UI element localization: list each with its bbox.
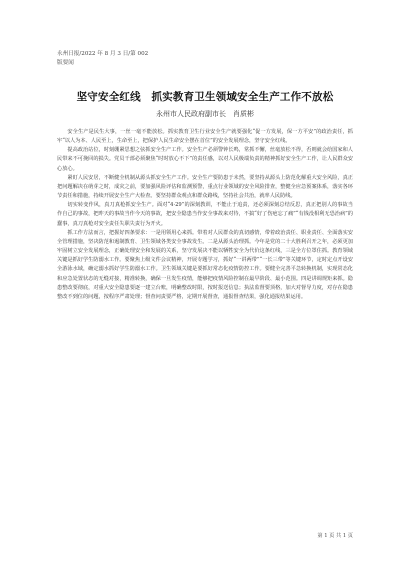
article-body <box>57 128 353 302</box>
page-number: 第 1 页 共 1 页 <box>317 533 353 539</box>
article-title: 坚守安全红线 抓实教育卫生领域安全生产工作不放松 <box>76 91 334 103</box>
paragraph-4: 切实转变作风，真刀真枪抓安全生产。面对“4·29”的深刻教训，不能止于追责，还必须深刻总结反思，真正把别人的事故当作自己的事故，把昨天的事故当作今天的事故，把安全隐患当作安全事故来对待，不搞“好了伤疤忘了痛”“有钱没相利无恐治病”的蠢事，真刀真枪对安全责任失职失责行为开火。 <box>57 202 353 227</box>
paragraph-2: 提高政治站位，时刻绷紧思想之弦抓安全生产工作。安全生产必须警钟长鸣，常抓不懈，丝毫放松不得，否则就会给国家和人民带来不可挽回的损失。党员干部必须聚焦“时时放心不下”的责任感，以对人民极端负责的精神抓好安全生产工作，让人民群众安心放心。 <box>57 147 353 172</box>
source-line: 永州日报/2022 年 8 月 3 日/第 002 <box>57 51 149 57</box>
paragraph-3: 紧盯人民安居，不断健全机制从源头抓安全生产工作。安全生产要防患于未然，要坚持从源头上防范化解重大安全风险，真正把问题解决在萌芽之时，成灾之前，要加强风险评估和监测预警，重点行业领域的安全风险排查，整健全应急预案体系，落实各环节责任和措施，持续开展安全生产大检查。要坚持群众观点和群众路线，坚持社会共治，就率人民防线。 <box>57 174 353 200</box>
document-meta <box>57 50 148 68</box>
article-byline: 永州市人民政府副市长 肖质彬 <box>156 110 254 118</box>
paragraph-5: 抓工作方法而言，把握好四条要求：一是用领用心来抓。带着对人民群众的真切感情，带着政治责任、职业责任、全面落实安全管理措施，坚决防范和遏制教育、卫生领域各类安全事故发生。二是从源头治理抓。今年是党的二十大胜利召开之年，必须更加牢固树立安全发展理念，正确处理安全和发展的关系，坚守发展决不能以牺牲安全为代价这条红线，三是全方位罩住抓。教育领域关键是抓好学生防溺水工作。要聚焦上级文件会议精神，开展专题学习，抓好“一讲两带”“一长三带”等关键环节，定时定点开设安全游泳水域，确定溺水抓好学生防溺水工作。卫生领域关键是要抓好常态化疫情防控工作。要健全完善平急转换机制，实现常态化和应急处置状态的无缝对接，精准转换，确保一旦发生疫情，能够把疫情风险控制在最早阶段、最小范围。四是讲调规矩来抓。隐患整改要彻底，对重大安全隐患要逐一建立台账，明确整改时限，按时报送信息；执法监督要顶格，加大对督导力度，对存在隐患整改不到位的问题，按程序严肃处理；督查问责要严格，定期开展督查，通报督查结果，强化通报结果运用。 <box>57 229 353 300</box>
section-line: 版要闻 <box>57 60 74 66</box>
paragraph-1: 安全生产是民生大事，一丝一毫不能放松。抓实教育卫生行业安全生产就要强化“促一方发展，保一方平安”的政治责任，抓牢“以人为本、人民至上，生命至上，把保护人民生命安全摆在首位”的安全发展理念，坚守安全红线。 <box>57 129 353 145</box>
